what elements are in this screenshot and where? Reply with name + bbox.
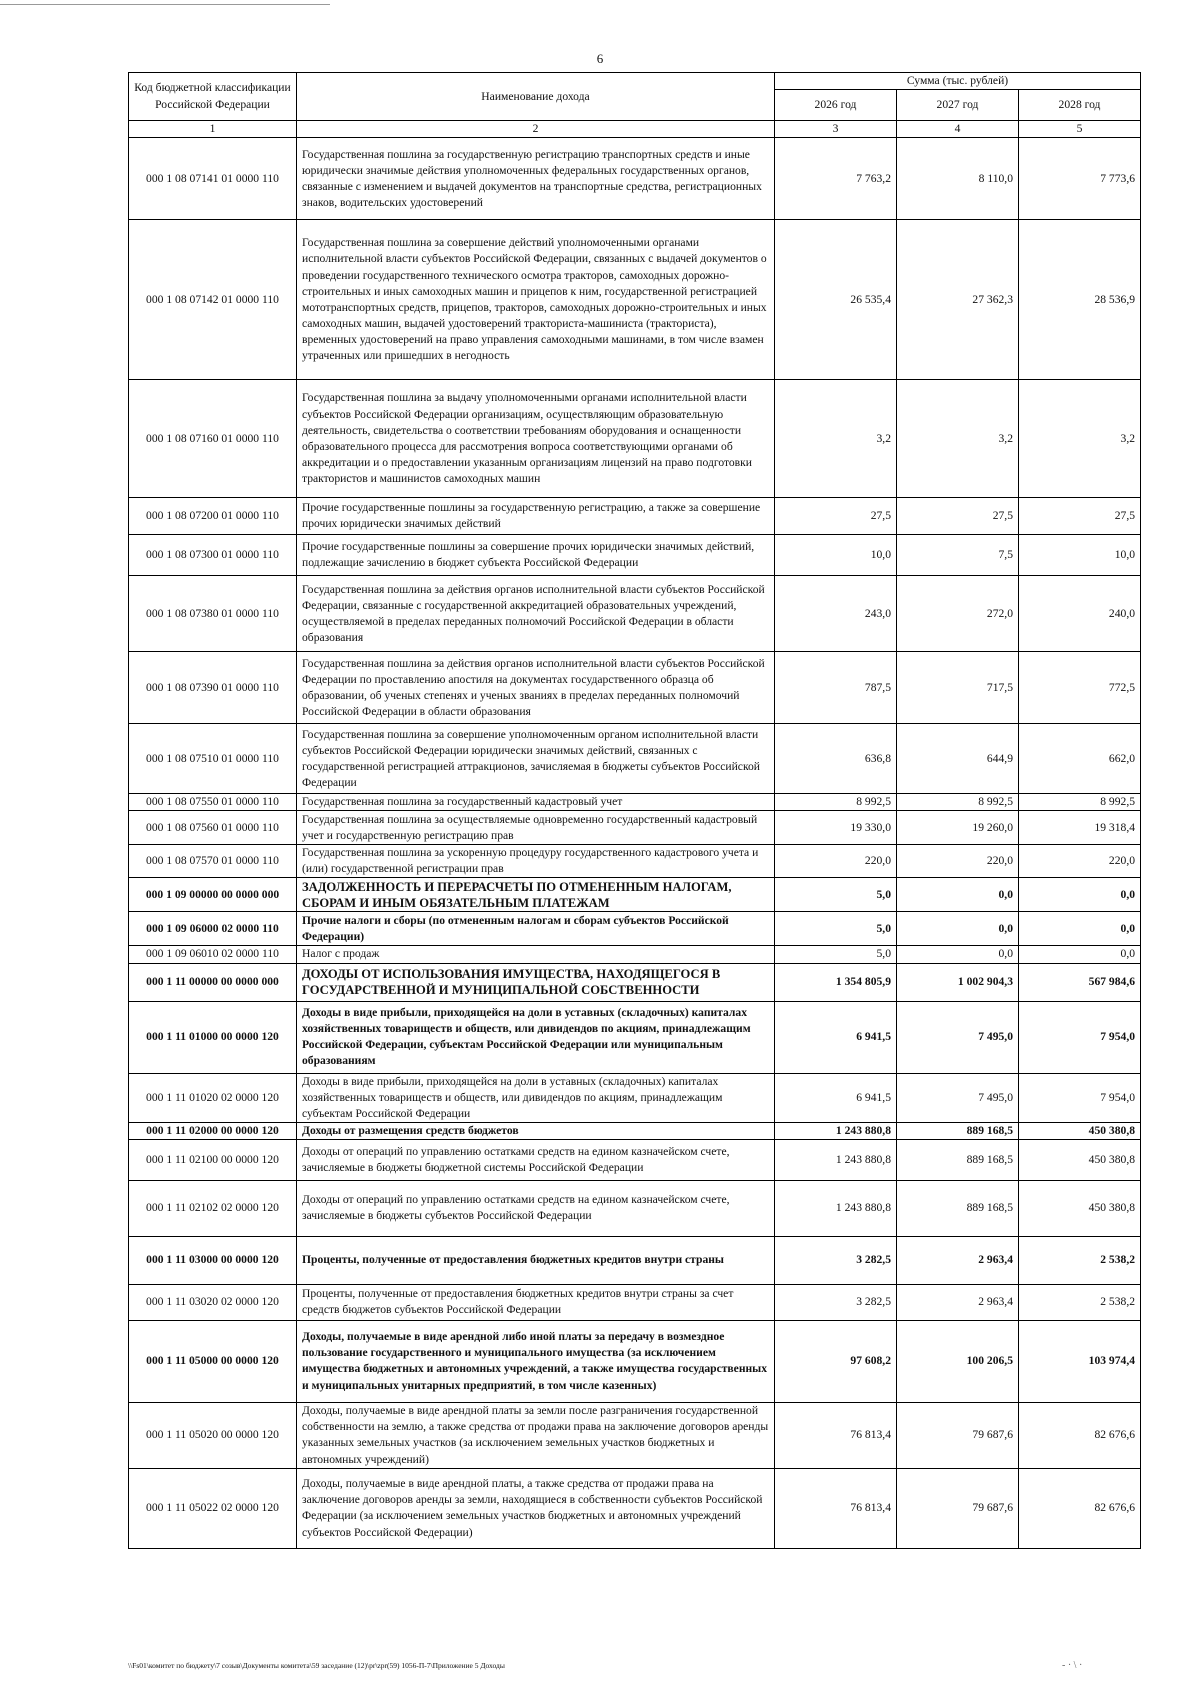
amount-2026-cell: 1 243 880,8 xyxy=(775,1180,897,1236)
amount-2026-cell: 243,0 xyxy=(775,576,897,652)
amount-2028-cell: 772,5 xyxy=(1019,652,1141,724)
table-row xyxy=(129,946,1141,963)
revenue-name-cell: Государственная пошлина за осуществляемые одновременно государственный кадастровый учет и государственную регистрацию прав xyxy=(297,811,775,845)
table-row xyxy=(129,1001,1141,1073)
table-row xyxy=(129,1468,1141,1548)
budget-code-cell: 000 1 08 07390 01 0000 110 xyxy=(129,652,297,724)
amount-2027-cell: 889 168,5 xyxy=(897,1180,1019,1236)
amount-2026-cell: 220,0 xyxy=(775,845,897,878)
amount-2026-cell: 10,0 xyxy=(775,535,897,576)
header-code: Код бюджетной классификации Российской Федерации xyxy=(129,73,297,121)
revenue-name-cell: Доходы в виде прибыли, приходящейся на доли в уставных (складочных) капиталах хозяйственных товариществ и обществ, или дивидендов по акциям, принадлежащим Российской Федерации, субъектам Российской Федерации или муниципальным образованиям xyxy=(297,1001,775,1073)
budget-code-cell: 000 1 11 03020 02 0000 120 xyxy=(129,1284,297,1320)
amount-2027-cell: 889 168,5 xyxy=(897,1139,1019,1180)
amount-2026-cell: 76 813,4 xyxy=(775,1402,897,1468)
revenue-name-cell: Государственная пошлина за государственный кадастровый учет xyxy=(297,794,775,811)
amount-2026-cell: 1 243 880,8 xyxy=(775,1139,897,1180)
table-row xyxy=(129,1402,1141,1468)
budget-code-cell: 000 1 11 01000 00 0000 120 xyxy=(129,1001,297,1073)
table-row xyxy=(129,1122,1141,1139)
amount-2026-cell: 76 813,4 xyxy=(775,1468,897,1548)
table-row xyxy=(129,380,1141,498)
revenue-name-cell: Государственная пошлина за выдачу уполномоченными органами исполнительной власти субъектов Российской Федерации организациям, осуществляющим образовательную деятельность, свидетельства о соответствии требованиям оборудования и оснащенности образовательного процесса для рассмотрения вопроса соответствующими органами об аккредитации и о предоставлении указанным организациям лицензий на право подготовки трактористов и машинистов самоходных машин xyxy=(297,380,775,498)
amount-2028-cell: 82 676,6 xyxy=(1019,1468,1141,1548)
amount-2026-cell: 27,5 xyxy=(775,498,897,535)
budget-code-cell: 000 1 08 07380 01 0000 110 xyxy=(129,576,297,652)
amount-2028-cell: 0,0 xyxy=(1019,878,1141,912)
amount-2028-cell: 82 676,6 xyxy=(1019,1402,1141,1468)
revenue-name-cell: Доходы, получаемые в виде арендной платы, а также средства от продажи права на заключение договоров аренды за земли, находящиеся в собственности субъектов Российской Федерации (за исключением земельных участков бюджетных и автономных учреждений субъектов Российской Федерации) xyxy=(297,1468,775,1548)
table-row xyxy=(129,1180,1141,1236)
amount-2027-cell: 220,0 xyxy=(897,845,1019,878)
table-row xyxy=(129,1236,1141,1284)
amount-2026-cell: 8 992,5 xyxy=(775,794,897,811)
header-sum-group: Сумма (тыс. рублей) xyxy=(775,73,1141,90)
amount-2026-cell: 636,8 xyxy=(775,724,897,794)
amount-2027-cell: 7 495,0 xyxy=(897,1001,1019,1073)
amount-2026-cell: 5,0 xyxy=(775,946,897,963)
table-row xyxy=(129,652,1141,724)
table-row xyxy=(129,498,1141,535)
revenue-name-cell: Доходы, получаемые в виде арендной либо иной платы за передачу в возмездное пользование государственного и муниципального имущества (за исключением имущества бюджетных и автономных учреждений, а также имущества государственных и муниципальных унитарных предприятий, в том числе казенных) xyxy=(297,1320,775,1402)
col-number: 4 xyxy=(897,121,1019,138)
amount-2028-cell: 28 536,9 xyxy=(1019,220,1141,380)
amount-2028-cell: 27,5 xyxy=(1019,498,1141,535)
amount-2028-cell: 7 773,6 xyxy=(1019,138,1141,220)
amount-2026-cell: 6 941,5 xyxy=(775,1073,897,1122)
revenue-name-cell: Доходы от операций по управлению остатками средств на едином казначейском счете, зачисляемые в бюджеты субъектов Российской Федерации xyxy=(297,1180,775,1236)
budget-code-cell: 000 1 08 07510 01 0000 110 xyxy=(129,724,297,794)
amount-2027-cell: 889 168,5 xyxy=(897,1122,1019,1139)
amount-2028-cell: 450 380,8 xyxy=(1019,1139,1141,1180)
revenue-name-cell: Прочие государственные пошлины за совершение прочих юридически значимых действий, подлежащие зачислению в бюджет субъекта Российской Федерации xyxy=(297,535,775,576)
revenue-name-cell: Государственная пошлина за государственную регистрацию транспортных средств и иные юридически значимые действия уполномоченных федеральных государственных органов, связанные с изменением и выдачей документов на транспортные средства, регистрационных знаков, водительских удостоверений xyxy=(297,138,775,220)
revenue-name-cell: Проценты, полученные от предоставления бюджетных кредитов внутри страны xyxy=(297,1236,775,1284)
amount-2028-cell: 0,0 xyxy=(1019,912,1141,946)
amount-2026-cell: 5,0 xyxy=(775,912,897,946)
revenue-name-cell: ЗАДОЛЖЕННОСТЬ И ПЕРЕРАСЧЕТЫ ПО ОТМЕНЕННЫМ НАЛОГАМ, СБОРАМ И ИНЫМ ОБЯЗАТЕЛЬНЫМ ПЛАТЕЖАМ xyxy=(297,878,775,912)
amount-2027-cell: 8 992,5 xyxy=(897,794,1019,811)
amount-2028-cell: 19 318,4 xyxy=(1019,811,1141,845)
table-row xyxy=(129,1284,1141,1320)
revenue-name-cell: Государственная пошлина за действия органов исполнительной власти субъектов Российской Федерации по проставлению апостиля на документах государственного образца об образовании, об ученых степенях и ученых званиях в пределах переданных полномочий Российской Федерации в области образования xyxy=(297,652,775,724)
amount-2028-cell: 450 380,8 xyxy=(1019,1122,1141,1139)
scan-marks: - · \ · xyxy=(1062,1660,1083,1671)
budget-code-cell: 000 1 08 07200 01 0000 110 xyxy=(129,498,297,535)
amount-2026-cell: 1 243 880,8 xyxy=(775,1122,897,1139)
amount-2026-cell: 26 535,4 xyxy=(775,220,897,380)
budget-code-cell: 000 1 11 05022 02 0000 120 xyxy=(129,1468,297,1548)
amount-2028-cell: 7 954,0 xyxy=(1019,1001,1141,1073)
amount-2028-cell: 2 538,2 xyxy=(1019,1284,1141,1320)
header-year-2026: 2026 год xyxy=(775,90,897,121)
amount-2027-cell: 79 687,6 xyxy=(897,1468,1019,1548)
amount-2027-cell: 7 495,0 xyxy=(897,1073,1019,1122)
budget-code-cell: 000 1 11 00000 00 0000 000 xyxy=(129,963,297,1001)
revenue-name-cell: Прочие налоги и сборы (по отмененным налогам и сборам субъектов Российской Федерации) xyxy=(297,912,775,946)
amount-2026-cell: 3 282,5 xyxy=(775,1284,897,1320)
amount-2027-cell: 8 110,0 xyxy=(897,138,1019,220)
amount-2027-cell: 0,0 xyxy=(897,878,1019,912)
budget-code-cell: 000 1 11 02100 00 0000 120 xyxy=(129,1139,297,1180)
amount-2027-cell: 19 260,0 xyxy=(897,811,1019,845)
file-path-footer: \\Fs01\комитет по бюджету\7 созыв\Документы комитета\59 заседание (12)\pr\zpr(59) 1056-П-7\Приложение 5 Доходы xyxy=(128,1661,505,1670)
amount-2027-cell: 1 002 904,3 xyxy=(897,963,1019,1001)
amount-2026-cell: 5,0 xyxy=(775,878,897,912)
amount-2027-cell: 644,9 xyxy=(897,724,1019,794)
table-row xyxy=(129,138,1141,220)
revenue-name-cell: Доходы от размещения средств бюджетов xyxy=(297,1122,775,1139)
amount-2027-cell: 2 963,4 xyxy=(897,1236,1019,1284)
table-row xyxy=(129,1073,1141,1122)
table-row xyxy=(129,963,1141,1001)
col-number: 5 xyxy=(1019,121,1141,138)
amount-2026-cell: 787,5 xyxy=(775,652,897,724)
budget-code-cell: 000 1 09 00000 00 0000 000 xyxy=(129,878,297,912)
revenue-name-cell: Государственная пошлина за ускоренную процедуру государственного кадастрового учета и (или) государственной регистрации прав xyxy=(297,845,775,878)
amount-2028-cell: 662,0 xyxy=(1019,724,1141,794)
table-row xyxy=(129,845,1141,878)
amount-2027-cell: 2 963,4 xyxy=(897,1284,1019,1320)
amount-2026-cell: 3,2 xyxy=(775,380,897,498)
revenue-name-cell: Доходы в виде прибыли, приходящейся на доли в уставных (складочных) капиталах хозяйственных товариществ и обществ, или дивидендов по акциям, принадлежащим субъектам Российской Федерации xyxy=(297,1073,775,1122)
header-name: Наименование дохода xyxy=(297,73,775,121)
budget-code-cell: 000 1 11 03000 00 0000 120 xyxy=(129,1236,297,1284)
page-number: 6 xyxy=(596,51,604,66)
amount-2027-cell: 27,5 xyxy=(897,498,1019,535)
table-row xyxy=(129,1320,1141,1402)
table-row xyxy=(129,220,1141,380)
amount-2028-cell: 8 992,5 xyxy=(1019,794,1141,811)
table-row xyxy=(129,912,1141,946)
amount-2027-cell: 0,0 xyxy=(897,912,1019,946)
scan-edge-line xyxy=(0,4,330,5)
amount-2028-cell: 3,2 xyxy=(1019,380,1141,498)
table-row xyxy=(129,1139,1141,1180)
amount-2026-cell: 6 941,5 xyxy=(775,1001,897,1073)
revenue-name-cell: Налог с продаж xyxy=(297,946,775,963)
amount-2027-cell: 27 362,3 xyxy=(897,220,1019,380)
budget-code-cell: 000 1 08 07560 01 0000 110 xyxy=(129,811,297,845)
budget-code-cell: 000 1 09 06000 02 0000 110 xyxy=(129,912,297,946)
table-body xyxy=(129,138,1141,1549)
amount-2028-cell: 103 974,4 xyxy=(1019,1320,1141,1402)
amount-2027-cell: 0,0 xyxy=(897,946,1019,963)
amount-2027-cell: 272,0 xyxy=(897,576,1019,652)
amount-2027-cell: 79 687,6 xyxy=(897,1402,1019,1468)
header-year-2028: 2028 год xyxy=(1019,90,1141,121)
amount-2028-cell: 220,0 xyxy=(1019,845,1141,878)
table-row xyxy=(129,811,1141,845)
amount-2028-cell: 0,0 xyxy=(1019,946,1141,963)
revenue-name-cell: Государственная пошлина за совершение уполномоченным органом исполнительной власти субъектов Российской Федерации юридически значимых действий, связанных с государственной регистрацией аттракционов, зачисляемая в бюджеты субъектов Российской Федерации xyxy=(297,724,775,794)
amount-2026-cell: 19 330,0 xyxy=(775,811,897,845)
amount-2027-cell: 3,2 xyxy=(897,380,1019,498)
amount-2026-cell: 1 354 805,9 xyxy=(775,963,897,1001)
table-row xyxy=(129,794,1141,811)
col-number: 1 xyxy=(129,121,297,138)
budget-code-cell: 000 1 11 05020 00 0000 120 xyxy=(129,1402,297,1468)
table-row xyxy=(129,535,1141,576)
revenue-name-cell: Доходы от операций по управлению остатками средств на едином казначейском счете, зачисляемые в бюджеты бюджетной системы Российской Федерации xyxy=(297,1139,775,1180)
revenue-name-cell: ДОХОДЫ ОТ ИСПОЛЬЗОВАНИЯ ИМУЩЕСТВА, НАХОДЯЩЕГОСЯ В ГОСУДАРСТВЕННОЙ И МУНИЦИПАЛЬНОЙ СОБСТВЕННОСТИ xyxy=(297,963,775,1001)
amount-2028-cell: 567 984,6 xyxy=(1019,963,1141,1001)
amount-2027-cell: 100 206,5 xyxy=(897,1320,1019,1402)
amount-2028-cell: 10,0 xyxy=(1019,535,1141,576)
col-number: 2 xyxy=(297,121,775,138)
budget-code-cell: 000 1 08 07160 01 0000 110 xyxy=(129,380,297,498)
table-row xyxy=(129,878,1141,912)
revenue-name-cell: Прочие государственные пошлины за государственную регистрацию, а также за совершение прочих юридически значимых действий xyxy=(297,498,775,535)
amount-2026-cell: 97 608,2 xyxy=(775,1320,897,1402)
revenue-name-cell: Доходы, получаемые в виде арендной платы за земли после разграничения государственной собственности на землю, а также средства от продажи права на заключение договоров аренды указанных земельных участков (за исключением земельных участков бюджетных и автономных учреждений) xyxy=(297,1402,775,1468)
amount-2027-cell: 7,5 xyxy=(897,535,1019,576)
amount-2028-cell: 450 380,8 xyxy=(1019,1180,1141,1236)
budget-code-cell: 000 1 11 02102 02 0000 120 xyxy=(129,1180,297,1236)
revenue-name-cell: Государственная пошлина за совершение действий уполномоченными органами исполнительной власти субъектов Российской Федерации, связанных с выдачей документов о проведении государственного технического осмотра тракторов, самоходных дорожно-строительных и иных самоходных машин и прицепов к ним, государственной регистрацией мототранспортных средств, прицепов, тракторов, самоходных дорожно-строительных и иных самоходных машин, выдачей удостоверений тракториста-машиниста (тракториста), временных удостоверений на право управления самоходными машинами, в том числе взамен утраченных или пришедших в негодность xyxy=(297,220,775,380)
header-year-2027: 2027 год xyxy=(897,90,1019,121)
budget-code-cell: 000 1 08 07550 01 0000 110 xyxy=(129,794,297,811)
revenue-name-cell: Государственная пошлина за действия органов исполнительной власти субъектов Российской Федерации, связанные с государственной аккредитацией образовательных учреждений, осуществляемой в пределах переданных полномочий Российской Федерации в области образования xyxy=(297,576,775,652)
revenue-table xyxy=(128,72,1141,1549)
revenue-name-cell: Проценты, полученные от предоставления бюджетных кредитов внутри страны за счет средств бюджетов субъектов Российской Федерации xyxy=(297,1284,775,1320)
amount-2028-cell: 2 538,2 xyxy=(1019,1236,1141,1284)
col-number: 3 xyxy=(775,121,897,138)
budget-code-cell: 000 1 11 02000 00 0000 120 xyxy=(129,1122,297,1139)
amount-2026-cell: 3 282,5 xyxy=(775,1236,897,1284)
budget-code-cell: 000 1 08 07300 01 0000 110 xyxy=(129,535,297,576)
budget-code-cell: 000 1 11 05000 00 0000 120 xyxy=(129,1320,297,1402)
budget-code-cell: 000 1 11 01020 02 0000 120 xyxy=(129,1073,297,1122)
amount-2028-cell: 7 954,0 xyxy=(1019,1073,1141,1122)
amount-2027-cell: 717,5 xyxy=(897,652,1019,724)
budget-code-cell: 000 1 09 06010 02 0000 110 xyxy=(129,946,297,963)
budget-code-cell: 000 1 08 07141 01 0000 110 xyxy=(129,138,297,220)
amount-2026-cell: 7 763,2 xyxy=(775,138,897,220)
table-row xyxy=(129,576,1141,652)
table-row xyxy=(129,724,1141,794)
budget-code-cell: 000 1 08 07142 01 0000 110 xyxy=(129,220,297,380)
amount-2028-cell: 240,0 xyxy=(1019,576,1141,652)
budget-code-cell: 000 1 08 07570 01 0000 110 xyxy=(129,845,297,878)
